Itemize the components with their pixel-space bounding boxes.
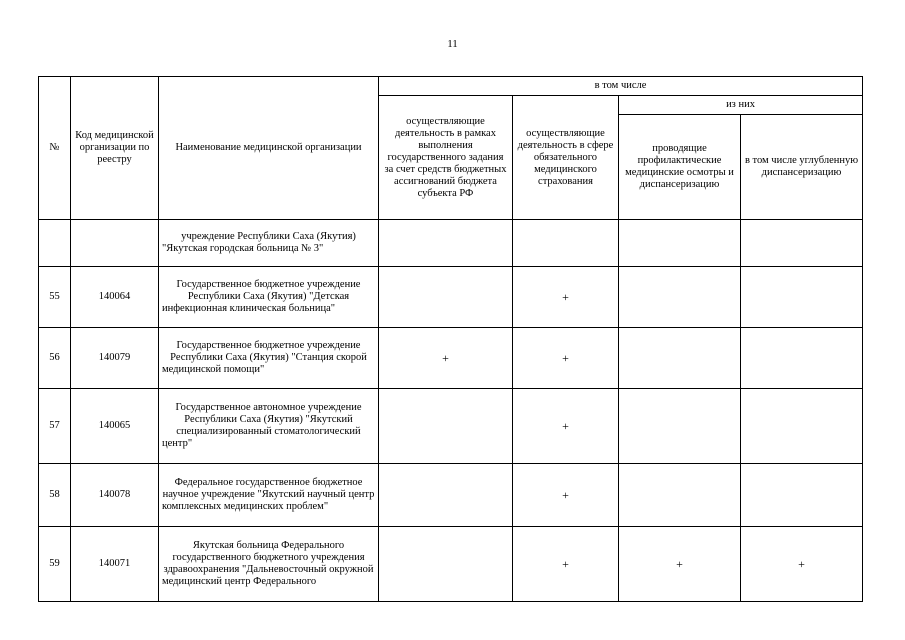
row-budget [379, 527, 513, 602]
row-budget [379, 220, 513, 267]
row-name: учреждение Республики Саха (Якутия) "Якутская городская больница № 3" [159, 220, 379, 267]
table-row [39, 267, 863, 328]
header-num: № [39, 77, 71, 220]
row-oms: + [513, 464, 619, 527]
row-budget: + [379, 328, 513, 389]
row-deep [741, 328, 863, 389]
row-deep [741, 389, 863, 464]
row-code: 140078 [71, 464, 159, 527]
row-budget [379, 389, 513, 464]
row-num: 57 [39, 389, 71, 464]
header-including: в том числе [379, 77, 863, 96]
table-row [39, 389, 863, 464]
row-code: 140079 [71, 328, 159, 389]
table-row [39, 328, 863, 389]
row-budget [379, 267, 513, 328]
row-num: 56 [39, 328, 71, 389]
row-oms: + [513, 267, 619, 328]
row-num: 58 [39, 464, 71, 527]
row-num [39, 220, 71, 267]
row-name: Государственное бюджетное учреждение Республики Саха (Якутия) "Детская инфекционная клиническая больница" [159, 267, 379, 328]
header-deep: в том числе углубленную диспансеризацию [741, 115, 863, 220]
row-checkups [619, 464, 741, 527]
row-checkups: + [619, 527, 741, 602]
row-oms: + [513, 328, 619, 389]
row-deep [741, 267, 863, 328]
medical-organizations-table [38, 76, 863, 602]
header-name: Наименование медицинской организации [159, 77, 379, 220]
row-checkups [619, 328, 741, 389]
row-num: 55 [39, 267, 71, 328]
row-code: 140065 [71, 389, 159, 464]
header-budget: осуществляющие деятельность в рамках выполнения государственного задания за счет средств бюджетных ассигнований бюджета субъекта РФ [379, 96, 513, 220]
row-oms: + [513, 527, 619, 602]
table-row [39, 220, 863, 267]
row-deep [741, 220, 863, 267]
header-checkups: проводящие профилактические медицинские осмотры и диспансеризацию [619, 115, 741, 220]
header-oms: осуществляющие деятельность в сфере обязательного медицинского страхования [513, 96, 619, 220]
row-checkups [619, 389, 741, 464]
header-row-1 [39, 77, 863, 96]
header-of-them: из них [619, 96, 863, 115]
row-name: Якутская больница Федерального государственного бюджетного учреждения здравоохранения "Дальневосточный окружной медицинский центр Федерального [159, 527, 379, 602]
row-code [71, 220, 159, 267]
row-code: 140071 [71, 527, 159, 602]
row-budget [379, 464, 513, 527]
row-checkups [619, 267, 741, 328]
row-checkups [619, 220, 741, 267]
row-deep [741, 464, 863, 527]
row-deep: + [741, 527, 863, 602]
row-name: Федеральное государственное бюджетное научное учреждение "Якутский научный центр комплексных медицинских проблем" [159, 464, 379, 527]
row-oms [513, 220, 619, 267]
table-row [39, 527, 863, 602]
row-code: 140064 [71, 267, 159, 328]
header-code: Код медицинской организации по реестру [71, 77, 159, 220]
row-name: Государственное автономное учреждение Республики Саха (Якутия) "Якутский специализированный стоматологический центр" [159, 389, 379, 464]
page-number: 11 [447, 38, 458, 50]
row-oms: + [513, 389, 619, 464]
table-row [39, 464, 863, 527]
row-num: 59 [39, 527, 71, 602]
row-name: Государственное бюджетное учреждение Республики Саха (Якутия) "Станция скорой медицинской помощи" [159, 328, 379, 389]
